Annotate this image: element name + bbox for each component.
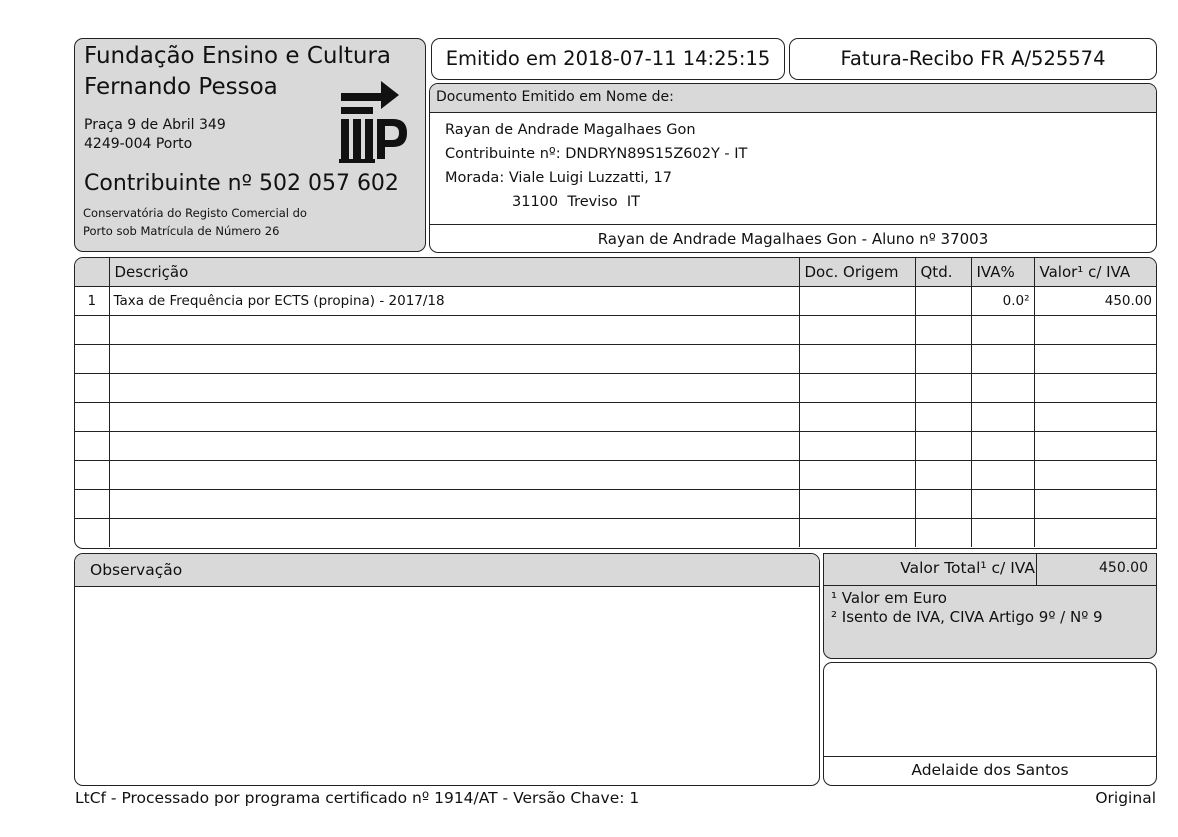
issuer-address-line1: Praça 9 de Abril 349 — [84, 117, 226, 133]
row-qty — [915, 287, 971, 316]
footer-copy-type: Original — [1095, 789, 1156, 807]
customer-box — [429, 83, 1157, 253]
invoice-lines-table — [74, 257, 1157, 549]
table-row-empty — [75, 345, 1156, 374]
customer-city: 31100 Treviso IT — [512, 194, 641, 210]
table-row-empty — [75, 316, 1156, 345]
customer-student: Rayan de Andrade Magalhaes Gon - Aluno nº 37003 — [597, 230, 989, 248]
issuer-address-line2: 4249-004 Porto — [84, 136, 193, 152]
observation-header — [75, 554, 819, 587]
observation-box — [74, 553, 820, 786]
issued-date-box — [431, 38, 785, 80]
col-header-qty: Qtd. — [915, 258, 971, 287]
total-label: Valor Total¹ c/ IVA — [900, 559, 1035, 577]
table-row-empty — [75, 403, 1156, 432]
row-number: 1 — [75, 287, 109, 316]
table-row-empty — [75, 374, 1156, 403]
row-vat: 0.0² — [971, 287, 1034, 316]
total-value: 450.00 — [1099, 560, 1148, 576]
customer-address: Morada: Viale Luigi Luzzatti, 17 — [445, 170, 672, 186]
row-description: Taxa de Frequência por ECTS (propina) - 2017/18 — [109, 287, 799, 316]
issuer-registry-line2: Porto sob Matrícula de Número 26 — [83, 224, 280, 238]
table-row-empty — [75, 432, 1156, 461]
invoice-number-box — [789, 38, 1157, 80]
issuer-name-line2: Fernando Pessoa — [84, 74, 278, 100]
col-header-doc-origin: Doc. Origem — [799, 258, 915, 287]
signature-box — [823, 662, 1157, 786]
customer-header — [430, 84, 1156, 113]
table-header-row — [75, 258, 1156, 287]
signature-name: Adelaide dos Santos — [911, 761, 1069, 779]
note-currency: ¹ Valor em Euro — [831, 589, 947, 607]
issuer-name-line1: Fundação Ensino e Cultura — [84, 43, 392, 69]
footer-certification: LtCf - Processado por programa certificado nº 1914/AT - Versão Chave: 1 — [75, 789, 640, 807]
issuer-box — [74, 38, 426, 252]
note-vat-exempt: ² Isento de IVA, CIVA Artigo 9º / Nº 9 — [831, 608, 1103, 626]
table-row-empty — [75, 461, 1156, 490]
issuer-nif: Contribuinte nº 502 057 602 — [84, 171, 399, 196]
col-header-value: Valor¹ c/ IVA — [1034, 258, 1156, 287]
customer-nif: Contribuinte nº: DNDRYN89S15Z602Y - IT — [445, 146, 748, 162]
customer-name: Rayan de Andrade Magalhaes Gon — [445, 122, 696, 138]
table-row-empty — [75, 490, 1156, 519]
row-doc-origin — [799, 287, 915, 316]
table-row — [75, 287, 1156, 316]
col-header-number — [75, 258, 109, 287]
observation-title: Observação — [90, 561, 183, 579]
customer-title: Documento Emitido em Nome de: — [436, 89, 674, 105]
signature-row — [824, 756, 1156, 785]
table-row-empty — [75, 519, 1156, 548]
issuer-registry-line1: Conservatória do Registo Comercial do — [83, 206, 307, 220]
totals-box — [823, 553, 1157, 659]
ufp-logo-icon — [337, 79, 409, 165]
col-header-vat: IVA% — [971, 258, 1034, 287]
row-value: 450.00 — [1034, 287, 1156, 316]
col-header-description: Descrição — [109, 258, 799, 287]
invoice-number: Fatura-Recibo FR A/525574 — [840, 47, 1106, 70]
customer-student-row — [430, 224, 1156, 252]
total-row — [824, 554, 1156, 586]
issued-date: Emitido em 2018-07-11 14:25:15 — [445, 47, 771, 70]
